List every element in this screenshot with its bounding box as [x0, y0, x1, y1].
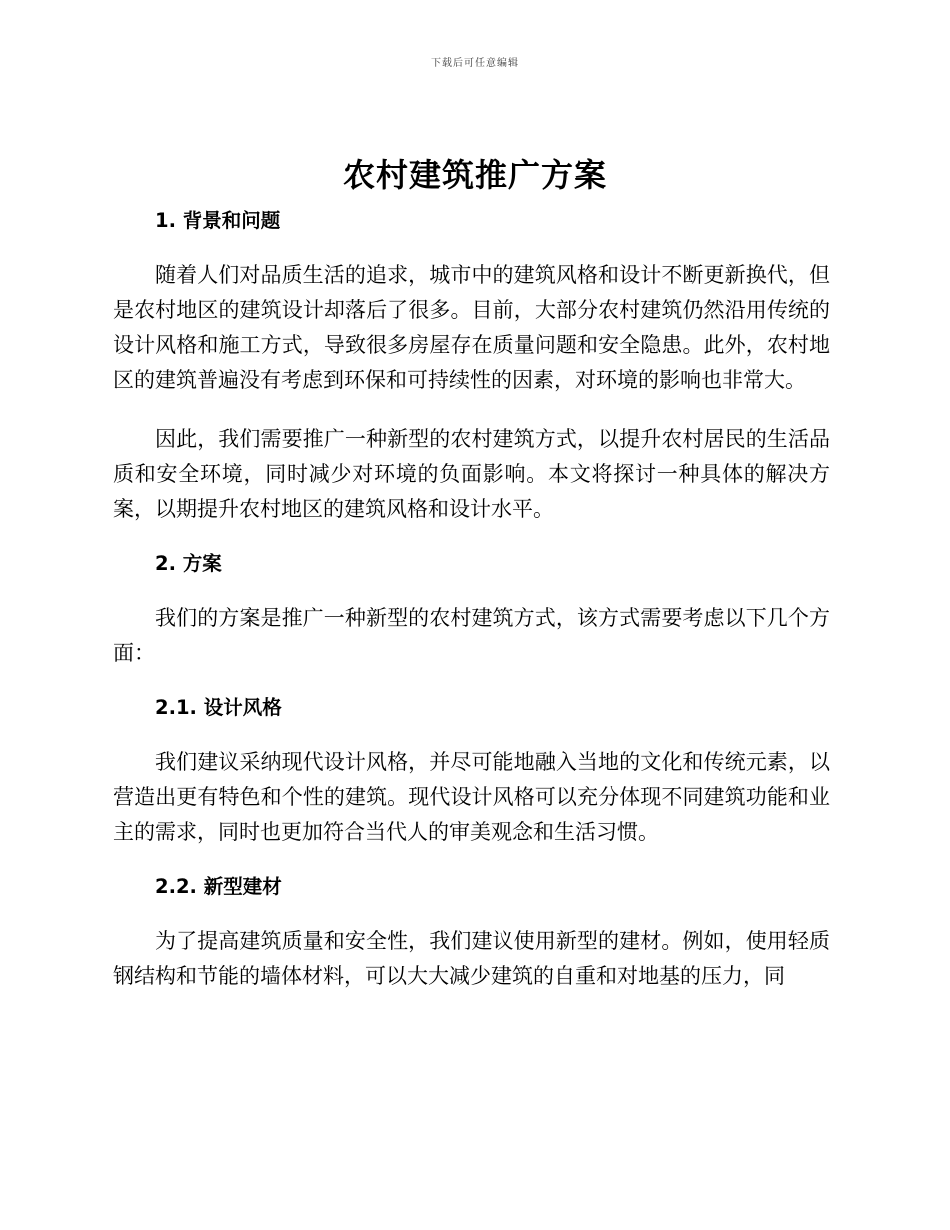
- paragraph-therefore: 因此，我们需要推广一种新型的农村建筑方式，以提升农村居民的生活品质和安全环境，同时减少对环境的负面影响。本文将探讨一种具体的解决方案，以期提升农村地区的建筑风格和设计水平。: [113, 427, 830, 521]
- paragraph-plan-intro: 我们的方案是推广一种新型的农村建筑方式，该方式需要考虑以下几个方面：: [113, 606, 830, 665]
- document-title: 农村建筑推广方案: [342, 156, 607, 194]
- paragraph-design-style: 我们建议采纳现代设计风格，并尽可能地融入当地的文化和传统元素，以营造出更有特色和个性的建筑。现代设计风格可以充分体现不同建筑功能和业主的需求，同时也更加符合当代人的审美观念和生活习惯。: [113, 750, 830, 844]
- document-body: [113, 202, 830, 994]
- page-header-note: 下载后可任意编辑: [431, 58, 519, 69]
- section-heading-2: 2. 方案: [155, 552, 222, 575]
- section-heading-2-1: 2.1. 设计风格: [155, 696, 282, 719]
- paragraph-new-materials: 为了提高建筑质量和安全性，我们建议使用新型的建材。例如，使用轻质钢结构和节能的墙体材料，可以大大减少建筑的自重和对地基的压力，同: [113, 929, 830, 988]
- section-heading-2-2: 2.2. 新型建材: [155, 875, 282, 898]
- section-heading-1: 1. 背景和问题: [155, 209, 281, 232]
- paragraph-background: 随着人们对品质生活的追求，城市中的建筑风格和设计不断更新换代，但是农村地区的建筑设计却落后了很多。目前，大部分农村建筑仍然沿用传统的设计风格和施工方式，导致很多房屋存在质量问题和安全隐患。此外，农村地区的建筑普遍没有考虑到环保和可持续性的因素，对环境的影响也非常大。: [113, 263, 830, 392]
